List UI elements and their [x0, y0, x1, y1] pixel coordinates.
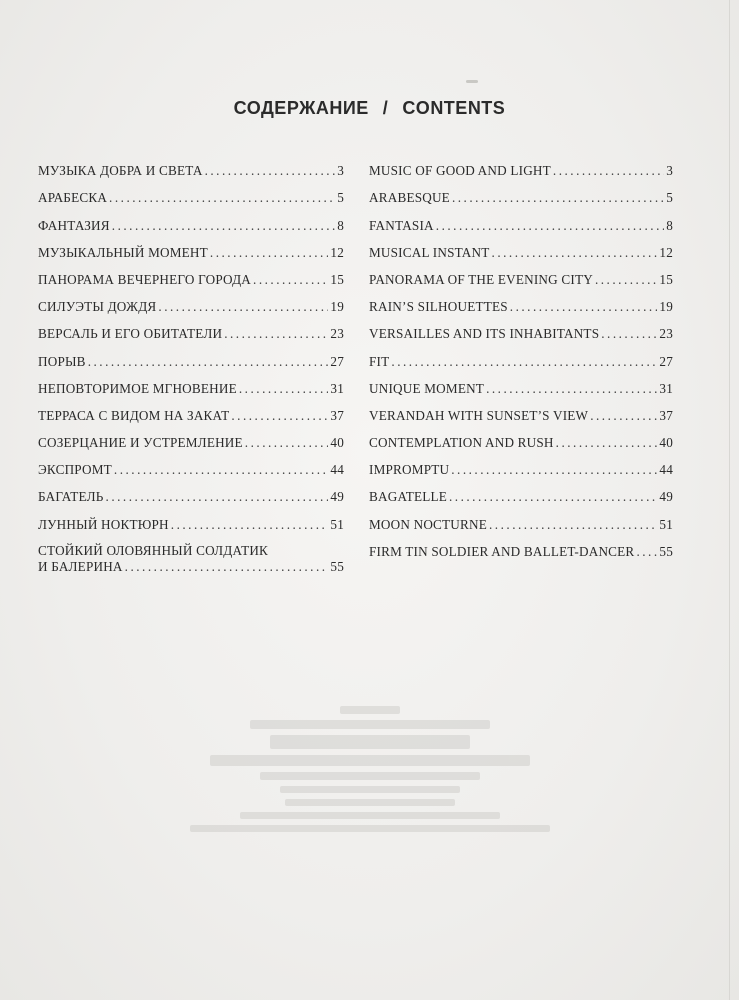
dot-leader	[391, 354, 657, 370]
toc-entry	[38, 478, 344, 505]
entry-page-number: 19	[659, 299, 673, 315]
dot-leader	[245, 435, 329, 451]
entry-title: RAIN’S SILHOUETTES	[369, 299, 508, 315]
entry-page-number: 8	[337, 217, 344, 233]
toc-entry	[38, 342, 344, 369]
entry-page-number: 51	[659, 516, 673, 532]
entry-title: MUSICAL INSTANT	[369, 244, 490, 260]
toc-column-en	[369, 152, 673, 560]
entry-title-line2: И БАЛЕРИНА	[38, 558, 123, 574]
dot-leader	[88, 354, 329, 370]
dot-leader	[171, 517, 329, 533]
toc-entry	[38, 451, 344, 478]
dot-leader	[158, 299, 328, 315]
entry-title: НЕПОВТОРИМОЕ МГНОВЕНИЕ	[38, 380, 237, 396]
heading-ru: СОДЕРЖАНИЕ	[233, 98, 369, 118]
entry-page-number: 49	[659, 489, 673, 505]
toc-entry	[369, 451, 673, 478]
dot-leader	[601, 326, 657, 342]
entry-page-number: 3	[666, 163, 673, 179]
entry-title: VERANDAH WITH SUNSET’S VIEW	[369, 407, 589, 423]
entry-title: UNIQUE MOMENT	[369, 380, 485, 396]
toc-entry	[38, 315, 344, 342]
toc-entry	[369, 533, 673, 560]
dot-leader	[556, 435, 658, 451]
toc-entry	[38, 370, 344, 397]
entry-page-number: 37	[659, 407, 673, 423]
toc-entry	[369, 234, 673, 261]
entry-title: ЭКСПРОМТ	[38, 462, 112, 478]
toc-entry	[38, 179, 344, 206]
dot-leader	[436, 218, 664, 234]
dot-leader	[590, 408, 657, 424]
dot-leader	[239, 381, 329, 397]
entry-page-number: 51	[330, 516, 344, 532]
entry-page-number: 37	[330, 407, 344, 423]
entry-page-number: 40	[330, 435, 344, 451]
entry-title: VERSAILLES AND ITS INHABITANTS	[369, 326, 600, 342]
entry-title: BAGATELLE	[369, 489, 447, 505]
entry-page-number: 12	[330, 244, 344, 260]
toc-entry	[38, 261, 344, 288]
entry-title: ARABESQUE	[369, 190, 450, 206]
dot-leader	[449, 489, 657, 505]
entry-page-number: 31	[330, 380, 344, 396]
entry-title: МУЗЫКАЛЬНЫЙ МОМЕНТ	[38, 244, 208, 260]
dot-leader	[486, 381, 657, 397]
dot-leader	[492, 245, 658, 261]
toc-entry	[369, 206, 673, 233]
toc-entry	[369, 424, 673, 451]
entry-title: ФАНТАЗИЯ	[38, 217, 110, 233]
entry-page-number: 40	[659, 435, 673, 451]
toc-entry	[38, 397, 344, 424]
entry-title: FIT	[369, 353, 390, 369]
toc-entry	[38, 288, 344, 315]
entry-title: ПАНОРАМА ВЕЧЕРНЕГО ГОРОДА	[38, 271, 252, 287]
toc-entry	[38, 206, 344, 233]
entry-page-number: 31	[659, 380, 673, 396]
toc-entry	[369, 342, 673, 369]
entry-page-number: 44	[659, 462, 673, 478]
dot-leader	[114, 462, 329, 478]
toc-entry	[369, 261, 673, 288]
entry-title: СОЗЕРЦАНИЕ И УСТРЕМЛЕНИЕ	[38, 435, 243, 451]
entry-page-number: 3	[337, 163, 344, 179]
entry-title: MOON NOCTURNE	[369, 516, 487, 532]
dot-leader	[125, 559, 329, 575]
dot-leader	[231, 408, 328, 424]
entry-title: ЛУННЫЙ НОКТЮРН	[38, 516, 169, 532]
entry-page-number: 27	[330, 353, 344, 369]
entry-title: MUSIC OF GOOD AND LIGHT	[369, 163, 551, 179]
heading-separator: /	[382, 98, 389, 118]
toc-entry	[38, 424, 344, 451]
dot-leader	[224, 326, 328, 342]
heading-en: CONTENTS	[402, 98, 506, 118]
entry-page-number: 15	[330, 271, 344, 287]
dot-leader	[109, 190, 335, 206]
entry-title: FANTASIA	[369, 217, 434, 233]
entry-page-number: 55	[330, 558, 344, 574]
dot-leader	[489, 517, 657, 533]
entry-title-line1: СТОЙКИЙ ОЛОВЯННЫЙ СОЛДАТИК	[38, 542, 269, 558]
contents-heading	[0, 98, 739, 119]
toc-entry	[369, 152, 673, 179]
toc-entry	[38, 505, 344, 532]
toc-entry	[369, 370, 673, 397]
dot-leader	[553, 163, 664, 179]
entry-page-number: 23	[659, 326, 673, 342]
entry-title: ПОРЫВ	[38, 353, 86, 369]
entry-page-number: 12	[659, 244, 673, 260]
dot-leader	[595, 272, 657, 288]
toc-entry	[369, 179, 673, 206]
dot-leader	[636, 544, 657, 560]
dot-leader	[452, 190, 664, 206]
entry-page-number: 44	[330, 462, 344, 478]
toc-entry	[369, 315, 673, 342]
toc-entry	[369, 288, 673, 315]
dot-leader	[112, 218, 335, 234]
entry-title: IMPROMPTU	[369, 462, 450, 478]
entry-title: СИЛУЭТЫ ДОЖДЯ	[38, 299, 157, 315]
dot-leader	[106, 489, 329, 505]
toc-entry	[369, 505, 673, 532]
entry-page-number: 49	[330, 489, 344, 505]
paper-speck	[466, 80, 478, 83]
entry-page-number: 27	[659, 353, 673, 369]
dot-leader	[210, 245, 329, 261]
toc-entry	[38, 234, 344, 261]
toc-column-ru	[38, 152, 344, 575]
bleed-through-text	[150, 700, 590, 1000]
entry-page-number: 5	[337, 190, 344, 206]
entry-page-number: 19	[330, 299, 344, 315]
toc-entry	[38, 152, 344, 179]
entry-page-number: 5	[666, 190, 673, 206]
entry-page-number: 55	[659, 543, 673, 559]
entry-title: АРАБЕСКА	[38, 190, 108, 206]
entry-title: PANORAMA OF THE EVENING CITY	[369, 271, 593, 287]
dot-leader	[451, 462, 657, 478]
dot-leader	[510, 299, 658, 315]
entry-title: CONTEMPLATION AND RUSH	[369, 435, 554, 451]
entry-title: FIRM TIN SOLDIER AND BALLET-DANCER	[369, 543, 635, 559]
dot-leader	[253, 272, 328, 288]
page-edge-line	[729, 0, 730, 1000]
toc-entry	[38, 543, 344, 575]
entry-title: ВЕРСАЛЬ И ЕГО ОБИТАТЕЛИ	[38, 326, 223, 342]
entry-page-number: 8	[666, 217, 673, 233]
entry-title: ТЕРРАСА С ВИДОМ НА ЗАКАТ	[38, 407, 230, 423]
entry-title: БАГАТЕЛЬ	[38, 489, 104, 505]
toc-entry	[369, 478, 673, 505]
toc-entry	[369, 397, 673, 424]
dot-leader	[205, 163, 336, 179]
entry-title: МУЗЫКА ДОБРА И СВЕТА	[38, 163, 203, 179]
entry-page-number: 15	[659, 271, 673, 287]
entry-page-number: 23	[330, 326, 344, 342]
